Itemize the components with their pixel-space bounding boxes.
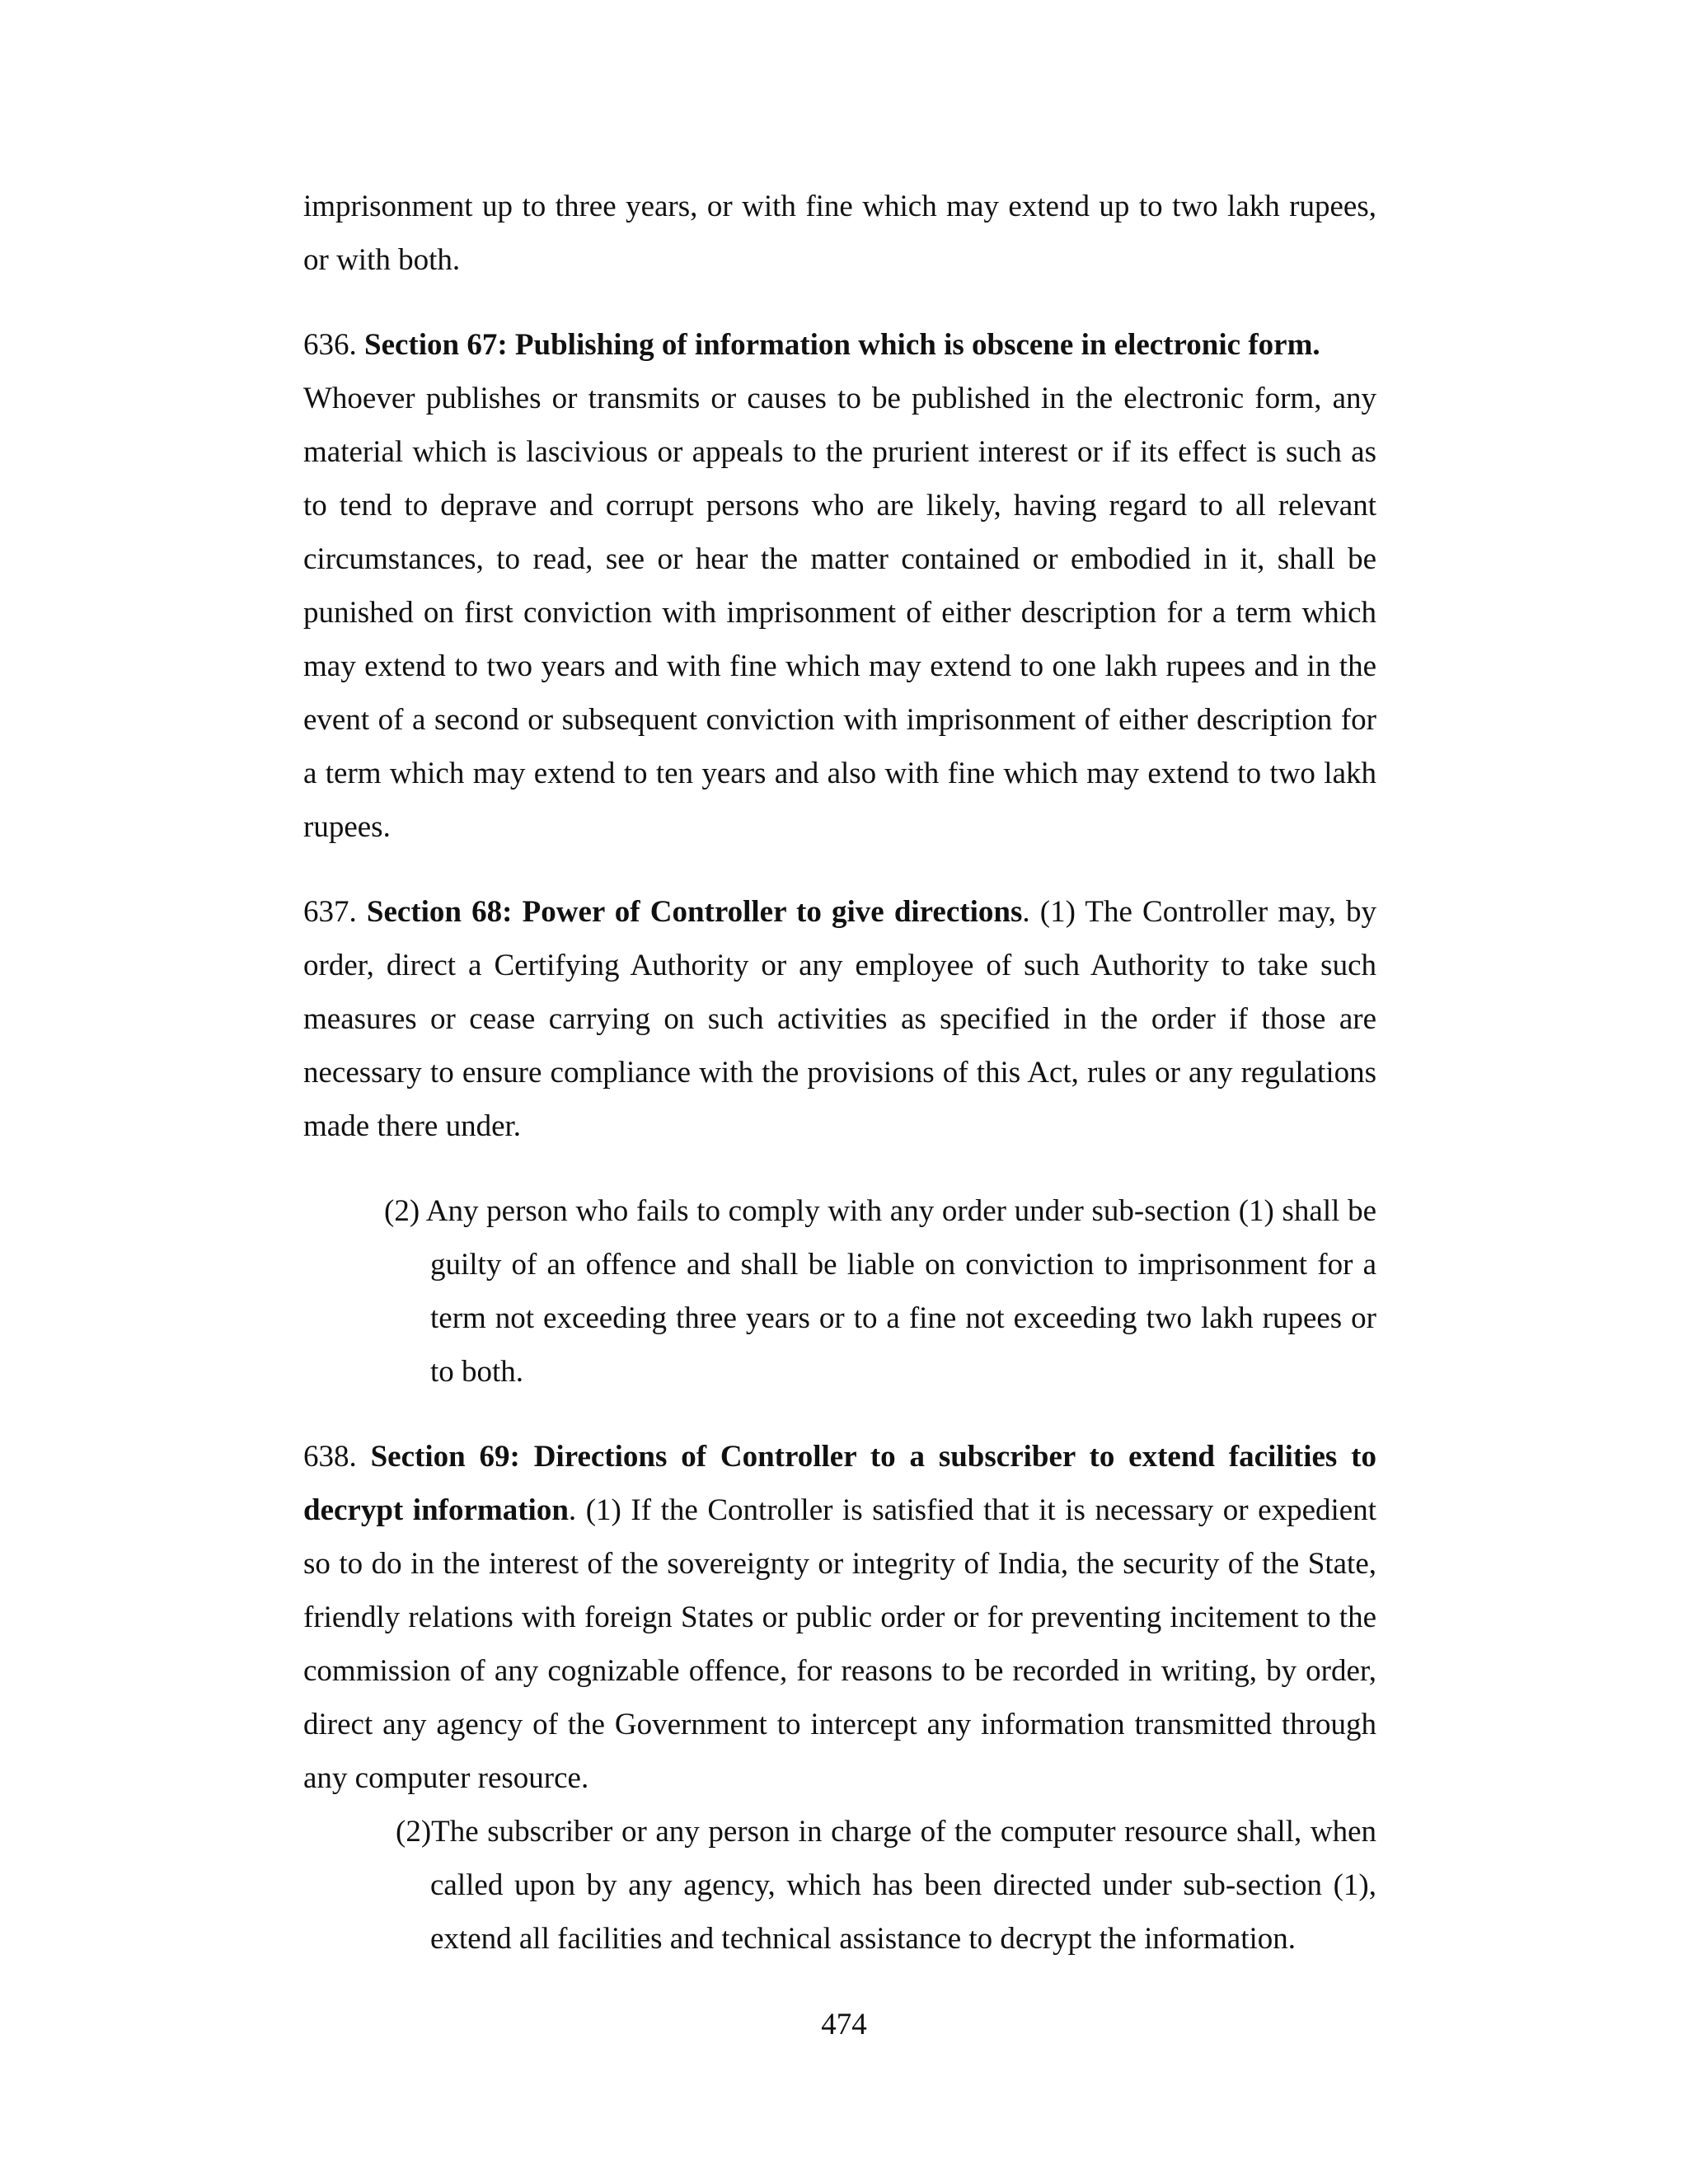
section-title-suffix: .: [568, 1493, 577, 1527]
section-paragraph: [303, 885, 1376, 1153]
section-638: [303, 1430, 1376, 1966]
document-page: [303, 180, 1376, 1966]
section-title-suffix: .: [1022, 895, 1030, 929]
continuation-paragraph: imprisonment up to three years, or with fine which may extend up to two lakh rupees, or with both.: [303, 190, 1376, 277]
section-title: Section 67: Publishing of information which is obscene in electronic form.: [364, 328, 1320, 362]
subsection-2: (2) Any person who fails to comply with any order under sub-section (1) shall be guilty of an offence and shall be liable on conviction to imprisonment for a term not exceeding three years or to a fine not exceeding two lakh rupees or to both.: [384, 1194, 1376, 1389]
section-paragraph: [303, 1430, 1376, 1805]
page-number: 474: [821, 2008, 867, 2041]
section-number: 636.: [303, 328, 357, 362]
section-heading: [303, 318, 1376, 372]
section-title: Section 68: Power of Controller to give directions: [366, 895, 1023, 929]
section-number: 637.: [303, 895, 357, 929]
section-title: Section 69: Directions of Controller to a subscriber to extend facilities to decrypt information: [303, 1440, 1376, 1527]
subsection-2: (2)The subscriber or any person in charge of the computer resource shall, when called upon by any agency, which has been directed under sub-section (1), extend all facilities and technical assistance to decrypt the information.: [396, 1815, 1376, 1956]
section-636: [303, 318, 1376, 854]
section-637: [303, 885, 1376, 1399]
section-number: 638.: [303, 1440, 357, 1474]
section-body: Whoever publishes or transmits or causes to be published in the electronic form, any material which is lascivious or appeals to the prurient interest or if its effect is such as to tend to deprave and corrupt persons who are likely, having regard to all relevant circumstances, to read, see or hear the matter contained or embodied in it, shall be punished on first conviction with imprisonment of either description for a term which may extend to two years and with fine which may extend to one lakh rupees and in the event of a second or subsequent conviction with imprisonment of either description for a term which may extend to ten years and also with fine which may extend to two lakh rupees.: [303, 382, 1376, 844]
section-body: (1) The Controller may, by order, direct a Certifying Authority or any employee of such Authority to take such measures or cease carrying on such activities as specified in the order if those are necessary to ensure compliance with the provisions of this Act, rules or any regulations made there under.: [303, 895, 1376, 1143]
section-body: (1) If the Controller is satisfied that it is necessary or expedient so to do in the interest of the sovereignty or integrity of India, the security of the State, friendly relations with foreign States or public order or for preventing incitement to the commission of any cognizable offence, for reasons to be recorded in writing, by order, direct any agency of the Government to intercept any information transmitted through any computer resource.: [303, 1493, 1377, 1795]
